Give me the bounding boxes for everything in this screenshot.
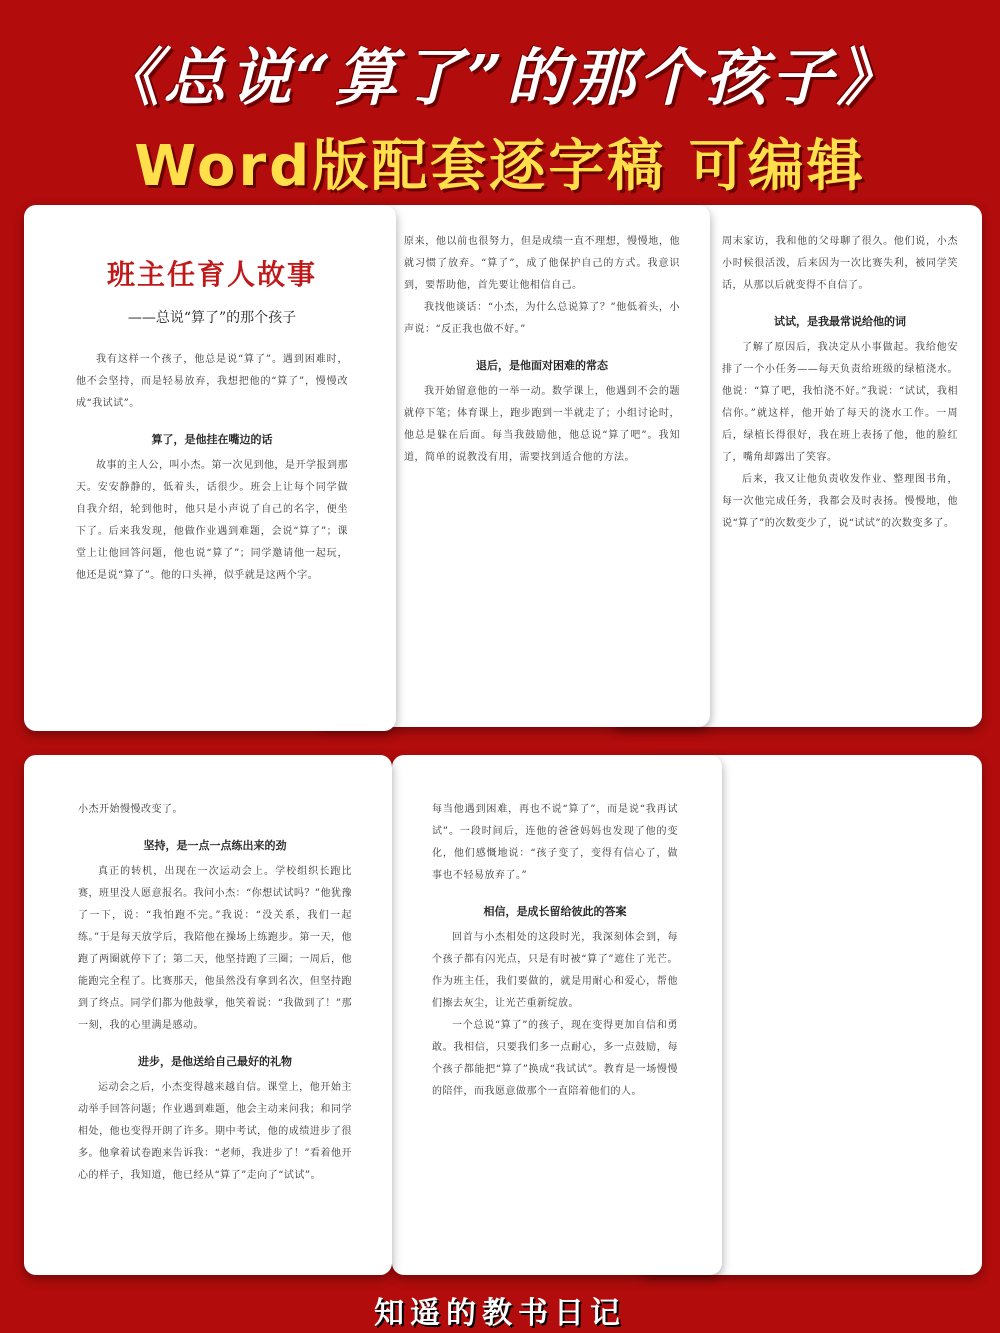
doc-title: 班主任育人故事 <box>106 258 317 291</box>
page-text: 一个总说“算了”的孩子，现在变得更加自信和勇敢。我相信，只要我们多一点耐心，多一点鼓励，每个孩子都能把“算了”换成“我试试”。教育是一场慢慢的陪伴，而我愿意做那个一直陪着他们的人。 <box>432 1020 678 1097</box>
section-heading: 试试，是我最常说给他的词 <box>774 315 906 328</box>
page-text: 回首与小杰相处的这段时光，我深刻体会到，每个孩子都有闪光点，只是有时被“算了”遮住了光芒。作为班主任，我们要做的，就是用耐心和爱心，帮他们擦去灰尘，让光芒重新绽放。 <box>432 932 678 1009</box>
doc-page-4 <box>24 755 392 1275</box>
page-text: 每当他遇到困难，再也不说“算了”，而是说“我再试试”。一段时间后，连他的爸爸妈妈也发现了他的变化，他们感慨地说：“孩子变了，变得有信心了，做事也不轻易放弃了。” <box>432 804 678 881</box>
page-text: 后来，我又让他负责收发作业、整理图书角，每一次他完成任务，我都会及时表扬。慢慢地，他说“算了”的次数变少了，说“试试”的次数变多了。 <box>722 474 958 529</box>
page-text: 原来，他以前也很努力，但是成绩一直不理想，慢慢地，他就习惯了放弃。“算了”，成了他保护自己的方式。我意识到，要帮助他，首先要让他相信自己。 <box>404 236 680 291</box>
page-text: 了解了原因后，我决定从小事做起。我给他安排了一个小任务——每天负责给班级的绿植浇水。他说：“算了吧，我怕浇不好。”我说：“试试，我相信你。”就这样，他开始了每天的浇水工作。一周后，绿植长得很好，我在班上表扬了他，他的脸红了，嘴角却露出了笑容。 <box>722 342 958 463</box>
section-heading: 退后，是他面对困难的常态 <box>476 359 608 372</box>
banner-title: 《总说“算了”的那个孩子》 <box>97 41 903 114</box>
page-text: 故事的主人公，叫小杰。第一次见到他，是开学报到那天。安安静静的，低着头，话很少。班会上让每个同学做自我介绍，轮到他时，他只是小声说了自己的名字，便坐下了。后来我发现，他做作业遇到难题，会说“算了”；课堂上让他回答问题，他也说“算了”；同学邀请他一起玩，他还是说“算了”。他的口头禅，似乎就是这两个字。 <box>76 460 348 581</box>
page-text: 真正的转机，出现在一次运动会上。学校组织长跑比赛，班里没人愿意报名。我问小杰：“你想试试吗？”他犹豫了一下，说：“我怕跑不完。”我说：“没关系，我们一起练。”于是每天放学后，我陪他在操场上练跑步。第一天，他跑了两圈就停下了；第二天，他坚持跑了三圈；一周后，他能跑完全程了。比赛那天，他虽然没有拿到名次，但坚持跑到了终点。同学们都为他鼓掌，他笑着说：“我做到了！”那一刻，我的心里满是感动。 <box>78 866 352 1031</box>
banner-subtitle: Word版配套逐字稿 可编辑 <box>134 134 866 199</box>
page-text: 我有这样一个孩子，他总是说“算了”。遇到困难时，他不会坚持，而是轻易放弃，我想把他的“算了”，慢慢改成“我试试”。 <box>76 354 348 409</box>
section-heading: 相信，是成长留给彼此的答案 <box>483 905 627 918</box>
page-text: 运动会之后，小杰变得越来越自信。课堂上，他开始主动举手回答问题；作业遇到难题，他会主动来问我；和同学相处，他也变得开朗了许多。期中考试，他的成绩进步了很多。他拿着试卷跑来告诉我：“老师，我进步了！”看着他开心的样子，我知道，他已经从“算了”走向了“试试”。 <box>78 1082 352 1181</box>
doc-page-1 <box>24 205 396 731</box>
page-text: 我开始留意他的一举一动。数学课上，他遇到不会的题就停下笔；体育课上，跑步跑到一半就走了；小组讨论时，他总是躲在后面。每当我鼓励他，他总说“算了吧”。我知道，简单的说教没有用，需要找到适合他的方法。 <box>404 386 680 463</box>
section-heading: 算了，是他挂在嘴边的话 <box>151 433 273 446</box>
doc-page-5 <box>392 755 722 1275</box>
section-heading: 坚持，是一点一点练出来的劲 <box>143 839 287 852</box>
page-text: 小杰开始慢慢改变了。 <box>78 804 183 815</box>
section-heading: 进步，是他送给自己最好的礼物 <box>138 1055 292 1068</box>
page-text: 周末家访，我和他的父母聊了很久。他们说，小杰小时候很活泼，后来因为一次比赛失利，被同学笑话，从那以后就变得不自信了。 <box>722 236 958 291</box>
page-text: 我找他谈话：“小杰，为什么总说算了？”他低着头，小声说：“反正我也做不好。” <box>404 302 680 335</box>
doc-subtitle: ——总说“算了”的那个孩子 <box>127 310 297 326</box>
footer-watermark: 知遥的教书日记 <box>374 1296 626 1331</box>
